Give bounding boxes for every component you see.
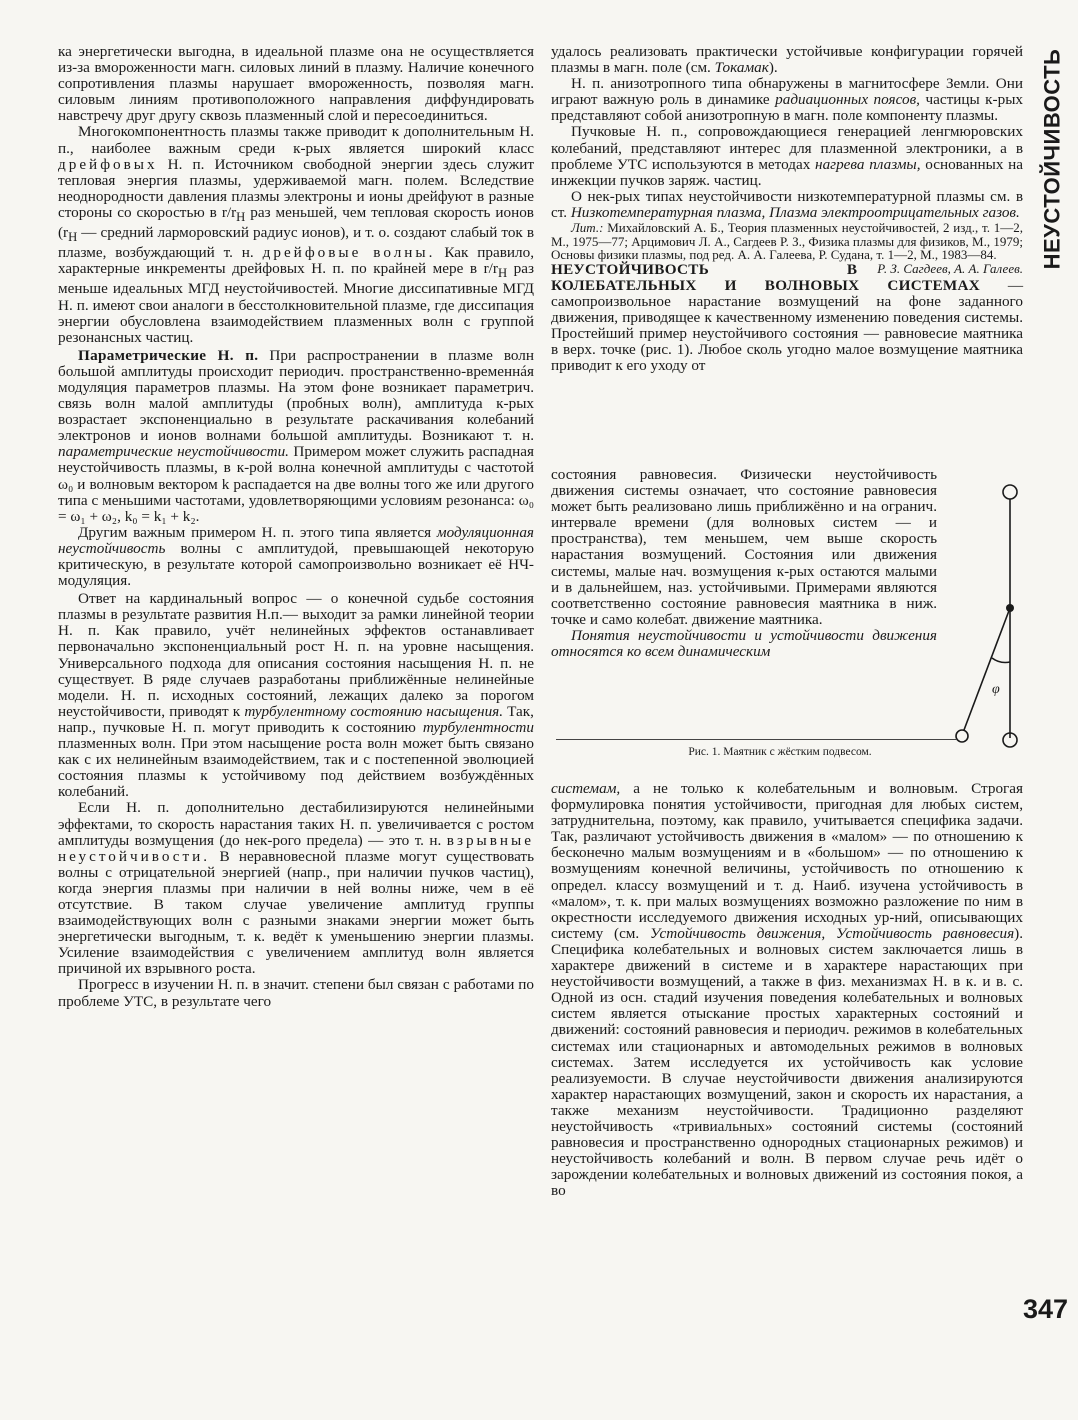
paragraph: ка энергетически выгодна, в идеальной плазме она не осуществляется из-за вмороженности магн. силовых линий в плазму. Наличие конечного сопротивления плазмы нарушает вмороженность, позволяя магн. силовым линиям противоположного направления диффундировать навстречу друг другу сквозь плазменный слой и пересоединиться. bbox=[58, 43, 534, 125]
paragraph: Многокомпонентность плазмы также приводит к дополнительным Н. п., наиболее важным среди к-рых является широкий класс дрейфовых Н. п. Источником свободной энергии здесь служит тепловая энергия плазмы, удерживаемой магн. полем. Вследствие неоднородности давления плазмы электроны и ионы дрейфуют в разные стороны со скоростью в $r/r_H$ раз меньшей, чем тепловая скорость ионов ($r_H$ — средний ларморовский радиус ионов), и т. о. создают слабый ток в плазме, возбуждающий т. н. дрейфовые волны. Как правило, характерные инкременты дрейфовых Н. п. по крайней мере в $r/r_H$ раз меньше идеальных МГД неустойчивостей. Многие диссипативные МГД Н. п. имеют свои аналоги в бесстолкновительной плазме, где диссипация энергии обусловлена взаимодействием плазменных волн с группой резонансных частиц. bbox=[58, 123, 534, 346]
left-column bbox=[58, 44, 534, 1010]
paragraph: системам, а не только к колебательным и волновым. Строгая формулировка понятия устойчивости, пригодная для любых систем, затруднительна, поэтому, как правило, учитывается специфика задачи. Так, различают устойчивость движения в «малом» — по отношению к бесконечно малым возмущениям и в «большом» — по отношению к возмущениям конечной величины, устойчивость по отношению к определ. классу возмущений и т. д. Наиб. изучена устойчивость в «малом», т. к. при малых возмущениях возможно разложение по ним в окрестности исследуемого движения исходных ур-ний, описывающих систему (см. Устойчивость движения, Устойчивость равновесия). Специфика колебательных и волновых систем заключается лишь в характере движений в системе и в характере нарастающих при неустойчивости возмущений, а также в физ. механизмах Н. в к. и в. с. Одной из осн. стадий изучения поведения колебательных и волновых систем является отыскание простых характерных состояний и движений: состояний равновесия и периодич. режимов в колебательных системах или стационарных и автомодельных режимов в волновых системах. Затем исследуется их устойчивость как условие реализуемости. В случае неустойчивости движения анализируются характер нарастающих возмущений, закон и скорость их нарастания, а также механизм неустойчивости. Традиционно разделяют неустойчивость «тривиальных» состояний системы (состояний равновесия и пространственно однородных стационарных режимов) и неустойчивость колебаний и волн. В первом случае речь идёт о зарождении колебательных и волновых движений из состояния покоя, а во bbox=[551, 780, 1023, 1200]
pivot-icon bbox=[1006, 604, 1014, 612]
right-column-wrap bbox=[551, 467, 937, 660]
paragraph: Пучковые Н. п., сопровождающиеся генерацией ленгмюровских колебаний, представляют интерес для плазменной электроники, а в проблеме УТС используются в методах нагрева плазмы, основанных на инжекции пучков заряж. частиц. bbox=[551, 123, 1023, 189]
paragraph: Н. п. анизотропного типа обнаружены в магнитосфере Земли. Они играют важную роль в динамике радиационных поясов, частицы к-рых представляют собой анизотропную в магн. поле компоненту плазмы. bbox=[551, 75, 1023, 125]
paragraph: Понятия неустойчивости и устойчивости движения относятся ко всем динамическим bbox=[551, 626, 937, 661]
deflected-rod bbox=[964, 608, 1010, 730]
paragraph: удалось реализовать практически устойчивые конфигурации горячей плазмы в магн. поле (см. Токамак). bbox=[551, 43, 1023, 77]
right-column-top bbox=[551, 44, 1023, 374]
angle-label: φ bbox=[992, 682, 1000, 697]
bibliography: Лит.: Михайловский А. Б., Теория плазменных неустойчивостей, 2 изд., т. 1—2, М., 1975—77; Арцимович Л. А., Сагдеев Р. З., Физика плазмы для физиков, М., 1979; Основы физики плазмы, под ред. А. А. Галеева, Р. Судана, т. 1—2, М., 1983—84. Р. З. Сагдеев, А. А. Галеев. bbox=[551, 220, 1023, 276]
deflected-bob-icon bbox=[956, 730, 968, 742]
caption-divider bbox=[556, 739, 956, 740]
paragraph: состояния равновесия. Физически неустойчивость движения системы означает, что состояние равновесия может быть реализовано лишь приближённо и на огранич. интервале времени (для волновых систем — и пространства), тем меньшем, чем выше скорость нарастания возмущений. Состояния или движения системы, малые нач. возмущения к-рых остаются малыми и в дальнейшем, наз. устойчивыми. Примерами являются соответственно состояние равновесия маятника в ниж. точке и само колебат. движение маятника. bbox=[551, 466, 937, 628]
page-number: 347 bbox=[1022, 1294, 1068, 1324]
paragraph: Если Н. п. дополнительно дестабилизируются нелинейными эффектами, то скорость нарастания таких Н. п. увеличивается с ростом амплитуды возмущения (до нек-рого предела) — это т. н. взрывные неустойчивости. В неравновесной плазме могут существовать волны с отрицательной энергией (напр., при наличии пучков частиц), когда энергия плазмы при наличии в ней волны ниже, чем в её отсутствие. В таком случае увеличение амплитуд группы взаимодействующих волн с разными знаками энергии может быть энергетически выгодным, т. к. ведёт к уменьшению энергии плазмы. Усиление взаимодействия с увеличением амплитуд волн является причиной их взрывного роста. bbox=[58, 799, 534, 978]
paragraph: Ответ на кардинальный вопрос — о конечной судьбе состояния плазмы в результате развития Н.п.— выходит за рамки линейной теории Н. п. Как правило, учёт нелинейных эффектов останавливает первоначально экспоненциальный рост Н. п. на уровне насыщения. Универсального подхода для описания состояния насыщения Н. п. не существует. В ряде случаев разработаны приближённые нелинейные модели. Н. п. исходных состояний, лежащих далеко за порогом неустойчивости, приводят к турбулентному состоянию насыщения. Так, напр., пучковые Н. п. могут приводить к состоянию турбулентности плазменных волн. При этом насыщение роста волн может быть связано как с их нелинейным взаимодействием, так и с постепенной эволюцией состояния плазмы к устойчивому под действием возбуждённых колебаний. bbox=[58, 590, 534, 801]
pendulum-figure bbox=[942, 478, 1052, 750]
right-column-bottom bbox=[551, 781, 1023, 1199]
entry-heading: НЕУСТОЙЧИВОСТЬ В КОЛЕБАТЕЛЬНЫХ И ВОЛНОВЫХ СИСТЕМАХ bbox=[551, 260, 981, 294]
running-head: НЕУСТОЙЧИВОСТЬ bbox=[1039, 48, 1064, 270]
paragraph: Параметрические Н. п. При распространении в плазме волн большой амплитуды происходит периодич. пространственно-временнáя модуляция параметров плазмы. На этом фоне возникает параметрич. связь волн малой амплитуды (пробных волн), амплитуда к-рых возрастает экспоненциально в результате раскачивания колебаний электронов и ионов волнами большой амплитуды. Возникают т. н. параметрические неустойчивости. Примером может служить распадная неустойчивость плазмы, в к-рой волна конечной амплитуды с частотой ω₀ и волновым вектором k распадается на две волны того же или другого типа с меньшими частотами, удовлетворяющими условиям резонанса: ω₀ = ω₁ + ω₂, k₀ = k₁ + k₂. bbox=[58, 346, 535, 525]
paragraph: О нек-рых типах неустойчивости низкотемпературной плазмы см. в ст. Низкотемпературная плазма, Плазма электроотрицательных газов. bbox=[551, 187, 1023, 221]
upper-bob-icon bbox=[1003, 485, 1017, 499]
paragraph: Прогресс в изучении Н. п. в значит. степени был связан с работами по проблеме УТС, в результате чего bbox=[58, 976, 534, 1010]
section-heading: Параметрические Н. п. bbox=[78, 346, 259, 364]
figure-caption: Рис. 1. Маятник с жёстким подвесом. bbox=[688, 746, 872, 758]
paragraph: Другим важным примером Н. п. этого типа является модуляционная неустойчивость волны с амплитудой, превышающей некоторую критическую, в результате которой самопроизвольно возникает её НЧ-модуляция. bbox=[58, 523, 534, 590]
authors: Р. З. Сагдеев, А. А. Галеев. bbox=[877, 260, 1023, 276]
entry-intro: НЕУСТОЙЧИВОСТЬ В КОЛЕБАТЕЛЬНЫХ И ВОЛНОВЫХ СИСТЕМАХ — самопроизвольное нарастание возмущений на фоне заданного движения, приводящее к качественному изменению поведения системы. Простейший пример неустойчивого состояния — равновесие маятника в верх. точке (рис. 1). Любое сколь угодно малое возмущение маятника приводит к его уходу от bbox=[551, 260, 1024, 375]
